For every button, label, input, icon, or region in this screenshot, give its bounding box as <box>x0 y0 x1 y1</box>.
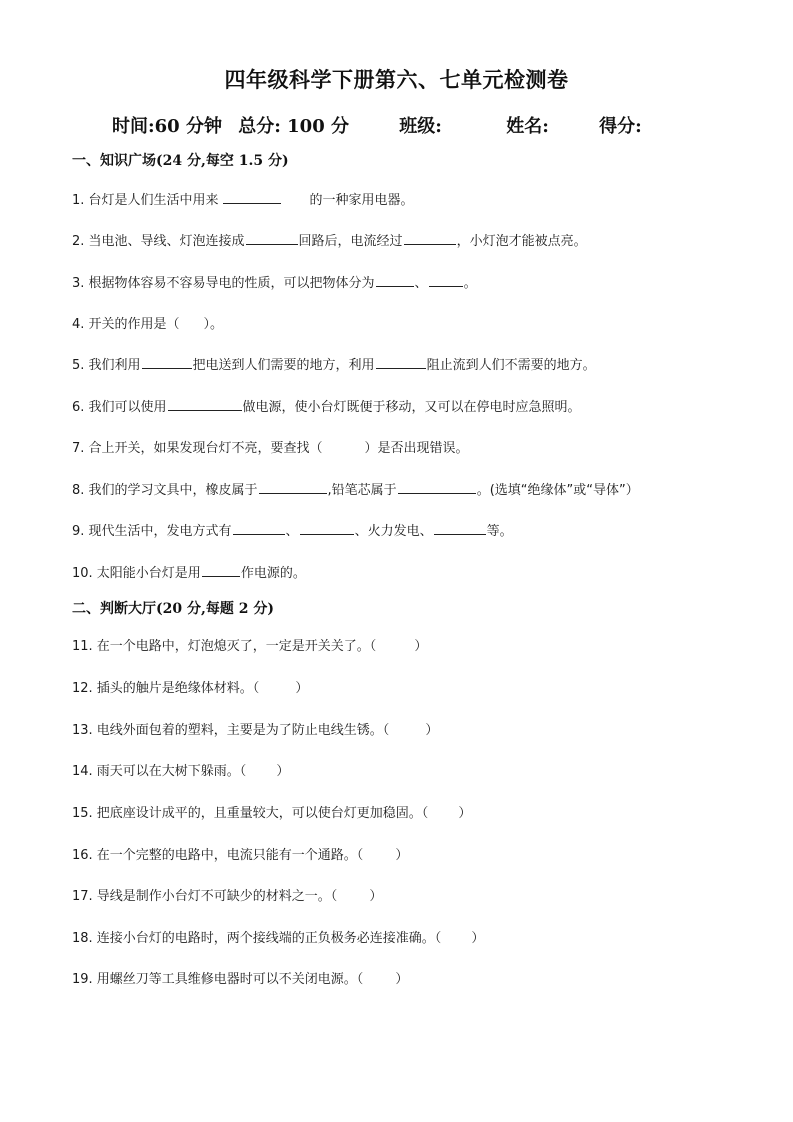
page-title: 四年级科学下册第六、七单元检测卷 <box>224 67 569 92</box>
question-text: 、火力发电、 <box>354 524 433 539</box>
question-text: 4. 开关的作用是（ <box>72 317 180 332</box>
question-6 <box>72 396 581 415</box>
question-9 <box>72 520 513 539</box>
answer-blank[interactable] <box>233 520 285 535</box>
question-15 <box>72 802 471 821</box>
name-label: 姓名: <box>506 116 549 137</box>
question-text: 作电源的。 <box>240 566 306 581</box>
paren-close: ） <box>395 848 409 863</box>
class-label: 班级: <box>399 116 442 137</box>
score-label: 得分: <box>599 116 642 137</box>
question-text: 18. 连接小台灯的电路时，两个接线端的正负极务必连接准确。（ <box>72 931 442 946</box>
paren-close: ） <box>276 764 290 779</box>
question-3 <box>72 272 477 291</box>
question-4 <box>72 313 223 332</box>
question-text: 、 <box>285 524 299 539</box>
question-5 <box>72 354 596 373</box>
answer-blank[interactable] <box>259 479 327 494</box>
question-text: 14. 雨天可以在大树下躲雨。（ <box>72 764 247 779</box>
section-1-heading: 一、知识广场(24 分,每空 1.5 分) <box>72 153 289 169</box>
answer-blank[interactable] <box>376 272 414 287</box>
question-12 <box>72 677 308 696</box>
question-13 <box>72 719 438 738</box>
question-text: 11. 在一个电路中，灯泡熄灭了，一定是开关关了。（ <box>72 639 377 654</box>
question-text: 16. 在一个完整的电路中，电流只能有一个通路。（ <box>72 848 364 863</box>
question-text: 8. 我们的学习文具中，橡皮属于 <box>72 483 258 498</box>
answer-blank[interactable] <box>404 230 456 245</box>
time-label: 时间:60 分钟 <box>112 116 222 137</box>
question-17 <box>72 885 382 904</box>
answer-blank[interactable] <box>142 354 192 369</box>
answer-blank[interactable] <box>168 396 242 411</box>
paren-close: ） <box>471 931 485 946</box>
question-text: 1. 台灯是人们生活中用来 <box>72 193 219 208</box>
paren-close: ） <box>458 806 472 821</box>
question-text: ）是否出现错误。 <box>364 441 469 456</box>
paren-close: ） <box>295 681 309 696</box>
question-text: 做电源，使小台灯既便于移动，又可以在停电时应急照明。 <box>242 400 581 415</box>
answer-blank[interactable] <box>223 189 281 204</box>
answer-blank[interactable] <box>246 230 298 245</box>
question-16 <box>72 844 408 863</box>
question-text: 12. 插头的触片是绝缘体材料。（ <box>72 681 260 696</box>
question-text: 15. 把底座设计成平的，且重量较大，可以使台灯更加稳固。（ <box>72 806 429 821</box>
paren-close: ） <box>414 639 428 654</box>
question-text: 的一种家用电器。 <box>309 193 414 208</box>
question-11 <box>72 635 427 654</box>
question-text: 13. 电线外面包着的塑料，主要是为了防止电线生锈。（ <box>72 723 390 738</box>
answer-blank[interactable] <box>300 520 354 535</box>
question-text: 、 <box>414 276 428 291</box>
answer-blank[interactable] <box>429 272 463 287</box>
question-text: 6. 我们可以使用 <box>72 400 167 415</box>
paren-close: ） <box>425 723 439 738</box>
question-text: 阻止流到人们不需要的地方。 <box>426 358 596 373</box>
answer-blank[interactable] <box>376 354 426 369</box>
paren-close: ） <box>369 889 383 904</box>
question-text: 。(选填“绝缘体”或“导体”） <box>476 483 639 498</box>
question-text: 5. 我们利用 <box>72 358 141 373</box>
question-8 <box>72 479 639 498</box>
exam-meta <box>112 112 642 138</box>
question-2 <box>72 230 587 249</box>
question-7 <box>72 437 469 456</box>
question-text: ，小灯泡才能被点亮。 <box>456 234 587 249</box>
question-text: 2. 当电池、导线、灯泡连接成 <box>72 234 245 249</box>
question-text: 3. 根据物体容易不容易导电的性质，可以把物体分为 <box>72 276 375 291</box>
question-text: 等。 <box>486 524 513 539</box>
answer-blank[interactable] <box>202 562 240 577</box>
question-18 <box>72 927 484 946</box>
question-text: 。 <box>463 276 477 291</box>
question-text: 9. 现代生活中，发电方式有 <box>72 524 232 539</box>
total-score-label: 总分: 100 分 <box>238 116 350 137</box>
question-19 <box>72 968 408 987</box>
section-2-heading: 二、判断大厅(20 分,每题 2 分) <box>72 601 274 617</box>
paren-close: ） <box>395 972 409 987</box>
question-10 <box>72 562 306 581</box>
question-text: 把电送到人们需要的地方，利用 <box>192 358 375 373</box>
question-text: ,铅笔芯属于 <box>327 483 397 498</box>
question-14 <box>72 760 289 779</box>
question-text: 19. 用螺丝刀等工具维修电器时可以不关闭电源。（ <box>72 972 364 987</box>
question-1 <box>72 189 414 208</box>
answer-blank[interactable] <box>398 479 476 494</box>
question-text: 17. 导线是制作小台灯不可缺少的材料之一。（ <box>72 889 338 904</box>
question-text: ）。 <box>203 317 224 332</box>
answer-blank[interactable] <box>434 520 486 535</box>
question-text: 回路后，电流经过 <box>298 234 403 249</box>
question-text: 10. 太阳能小台灯是用 <box>72 566 201 581</box>
question-text: 7. 合上开关，如果发现台灯不亮，要查找（ <box>72 441 323 456</box>
